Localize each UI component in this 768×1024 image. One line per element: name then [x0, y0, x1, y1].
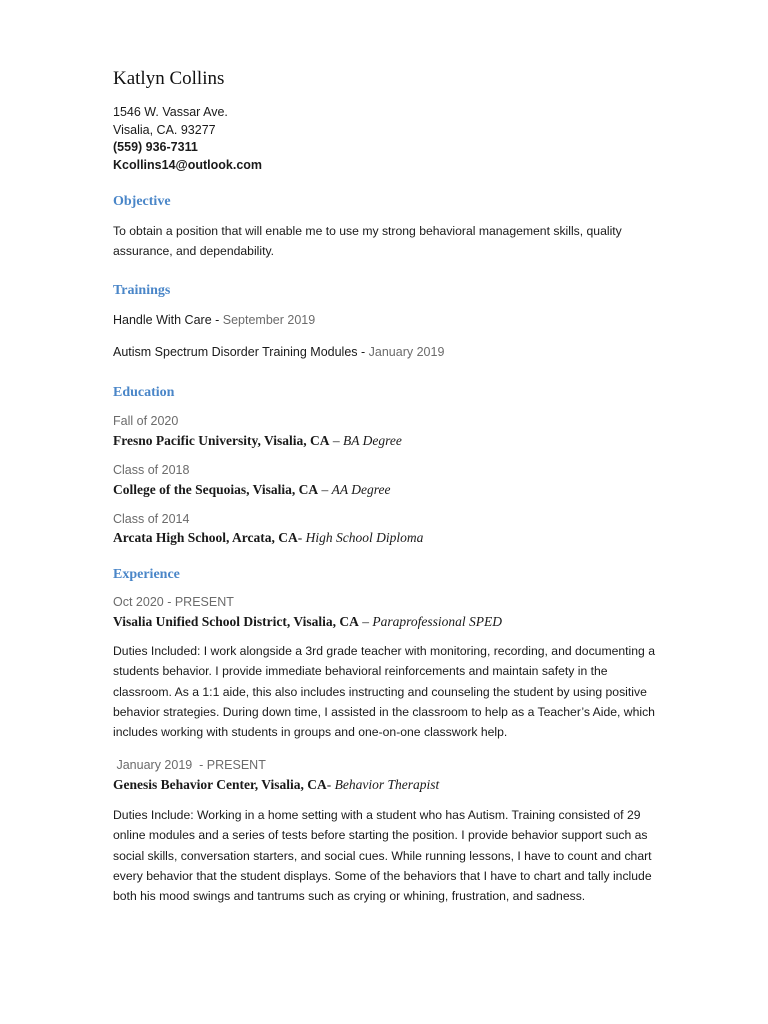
- experience-date: January 2019 - PRESENT: [113, 758, 266, 772]
- degree: AA Degree: [331, 482, 391, 497]
- phone-number: (559) 936-7311: [113, 140, 198, 154]
- education-date: Class of 2014: [113, 512, 190, 526]
- employer-name: Visalia Unified School District, Visalia, CA: [113, 614, 359, 629]
- separator: –: [358, 614, 373, 629]
- separator: –: [318, 482, 332, 497]
- education-entry: [113, 482, 391, 498]
- separator: -: [326, 777, 335, 792]
- degree: High School Diploma: [305, 530, 424, 545]
- candidate-name: Katlyn Collins: [113, 68, 225, 89]
- education-date: Class of 2018: [113, 463, 190, 477]
- job-role: Behavior Therapist: [334, 777, 440, 792]
- training-item: [113, 345, 444, 359]
- education-date: Fall of 2020: [113, 414, 179, 428]
- training-date: January 2019: [368, 345, 445, 359]
- experience-entry: [113, 777, 439, 793]
- contact-block: [113, 104, 262, 174]
- experience-date: Oct 2020 - PRESENT: [113, 595, 234, 609]
- separator: -: [297, 530, 306, 545]
- employer-name: Genesis Behavior Center, Visalia, CA: [113, 777, 327, 792]
- trainings-heading: Trainings: [113, 283, 171, 298]
- address-line-2: Visalia, CA. 93277: [113, 122, 216, 137]
- school-name: Fresno Pacific University, Visalia, CA: [113, 433, 330, 448]
- school-name: College of the Sequoias, Visalia, CA: [113, 482, 319, 497]
- address-line-1: 1546 W. Vassar Ave.: [113, 105, 228, 119]
- education-entry: [113, 433, 402, 449]
- school-name: Arcata High School, Arcata, CA: [113, 530, 298, 545]
- education-heading: Education: [113, 385, 175, 400]
- experience-entry: [113, 614, 502, 630]
- training-item: [113, 313, 315, 327]
- education-entry: [113, 530, 423, 546]
- experience-heading: Experience: [113, 567, 180, 582]
- objective-heading: Objective: [113, 194, 171, 209]
- job-duties: Duties Include: Working in a home setting with a student who has Autism. Training consisted of 29 online modules and a series of tests before starting the position. I provide behavior support such as social skills, conversation starters, and social cues. While running lessons, I have to count and chart every behavior that the student displays. Some of the behaviors that I have to chart and tally include both his mood swings and tantrums such as crying or whining, frustration, and sadness.: [113, 808, 652, 904]
- training-date: September 2019: [222, 313, 316, 327]
- objective-text: To obtain a position that will enable me to use my strong behavioral management skills, quality assurance, and dependability.: [113, 224, 622, 259]
- training-title: Autism Spectrum Disorder Training Modules -: [113, 345, 369, 359]
- degree: BA Degree: [342, 433, 402, 448]
- job-role: Paraprofessional SPED: [372, 614, 503, 629]
- email-address: Kcollins14@outlook.com: [113, 157, 263, 172]
- training-title: Handle With Care -: [113, 313, 223, 327]
- job-duties: Duties Included: I work alongside a 3rd grade teacher with monitoring, recording, and documenting a students behavior. I provide immediate behavioral reinforcements and maintain safety in the classroom. As a 1:1 aide, this also includes instructing and counseling the student by using positive behavior strategies. During down time, I assisted in the classroom to help as a Teacher’s Aide, which includes working with students in groups and one-on-one classwork help.: [113, 644, 655, 740]
- separator: –: [329, 433, 343, 448]
